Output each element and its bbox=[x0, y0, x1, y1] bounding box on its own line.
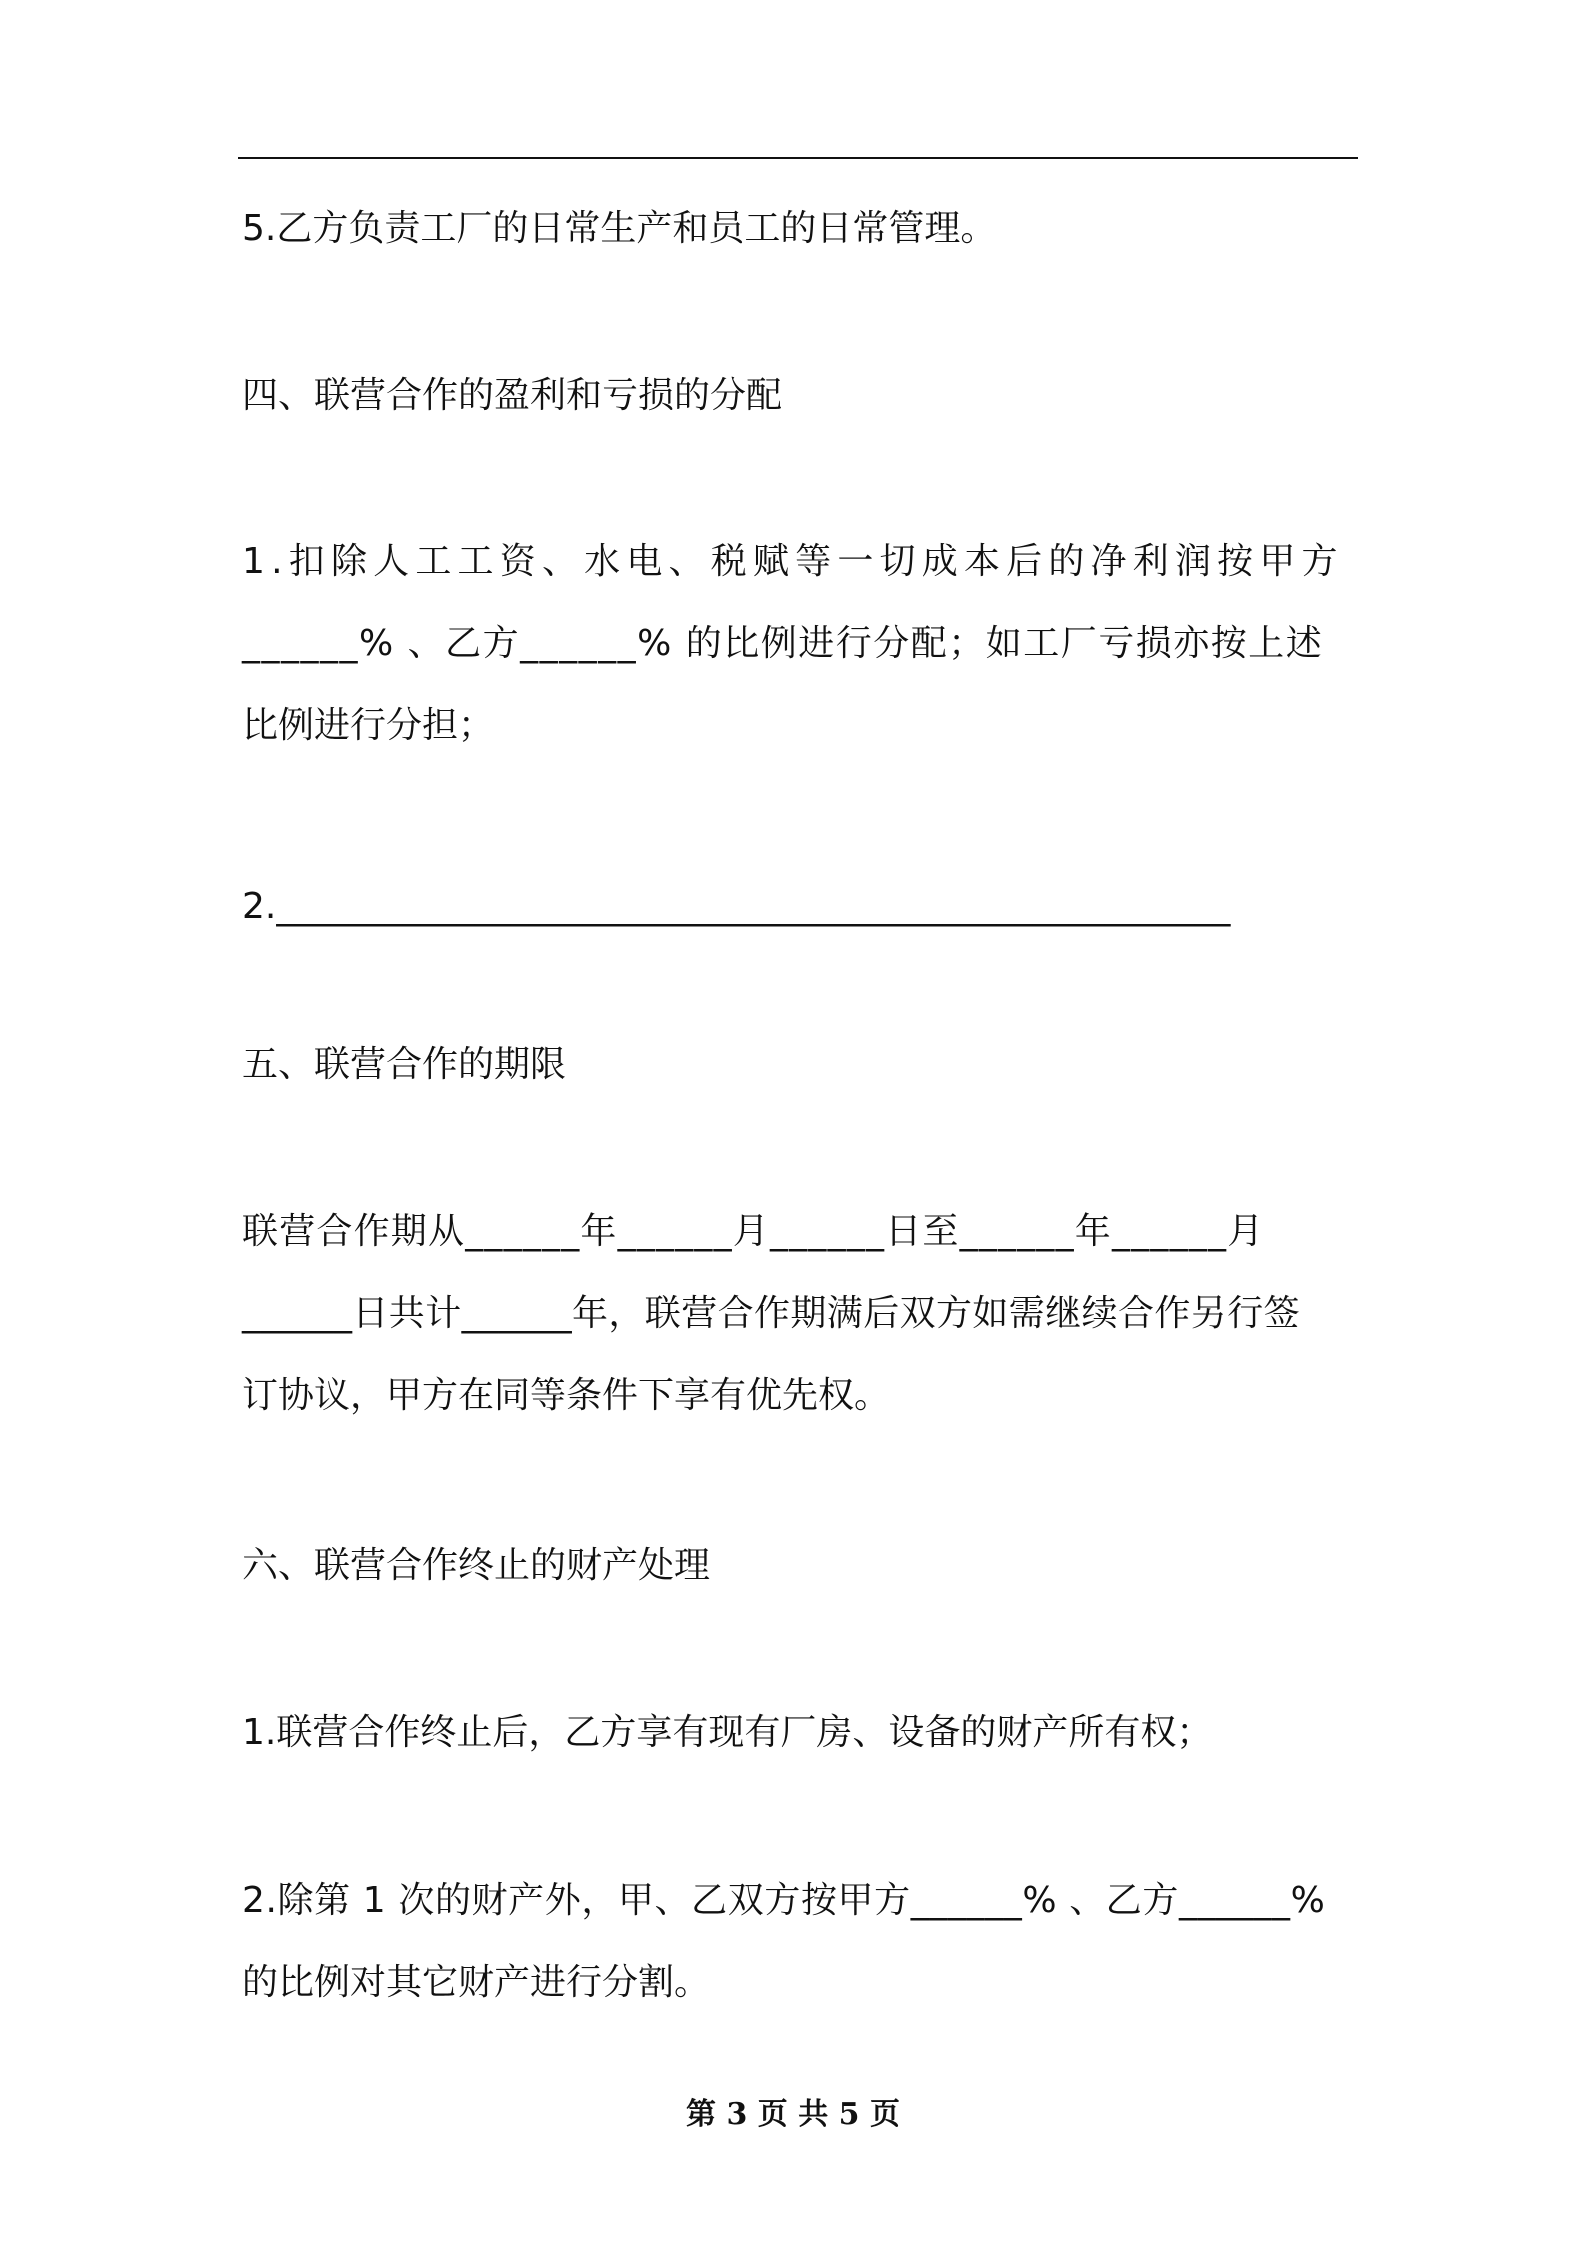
clause-property-division-line-2: 的比例对其它财产进行分割。 bbox=[242, 1962, 711, 2003]
clause-term-period-line-2: ______日共计______年，联营合作期满后双方如需继续合作另行签 bbox=[242, 1293, 1301, 1334]
clause-profit-distribution bbox=[242, 521, 1356, 767]
page-number-footer: 第 3 页 共 5 页 bbox=[686, 2097, 900, 2132]
clause-profit-distribution-line-2: ______% 、乙方______% 的比例进行分配；如工厂亏损亦按上述 bbox=[242, 623, 1324, 664]
clause-term-period bbox=[242, 1191, 1356, 1437]
clause-5-daily-management: 5.乙方负责工厂的日常生产和员工的日常管理。 bbox=[242, 208, 997, 249]
clause-profit-distribution-line-1: 1.扣除人工工资、水电、税赋等一切成本后的净利润按甲方 bbox=[242, 541, 1344, 582]
clause-term-period-line-3: 订协议，甲方在同等条件下享有优先权。 bbox=[242, 1375, 891, 1416]
clause-property-division bbox=[242, 1860, 1356, 2024]
section-heading-term: 五、联营合作的期限 bbox=[242, 1044, 567, 1085]
section-heading-property: 六、联营合作终止的财产处理 bbox=[242, 1545, 711, 1586]
clause-property-ownership: 1.联营合作终止后，乙方享有现有厂房、设备的财产所有权； bbox=[242, 1712, 1213, 1753]
clause-2-blank: 2._____________________________________________________ bbox=[242, 886, 1231, 927]
clause-term-period-line-1: 联营合作期从______年______月______日至______年______月 bbox=[242, 1211, 1265, 1252]
clause-profit-distribution-line-3: 比例进行分担； bbox=[242, 705, 495, 746]
header-rule bbox=[238, 157, 1358, 159]
clause-property-division-line-1: 2.除第 1 次的财产外，甲、乙双方按甲方______% 、乙方______% bbox=[242, 1880, 1326, 1921]
section-heading-profit-loss: 四、联营合作的盈利和亏损的分配 bbox=[242, 375, 783, 416]
